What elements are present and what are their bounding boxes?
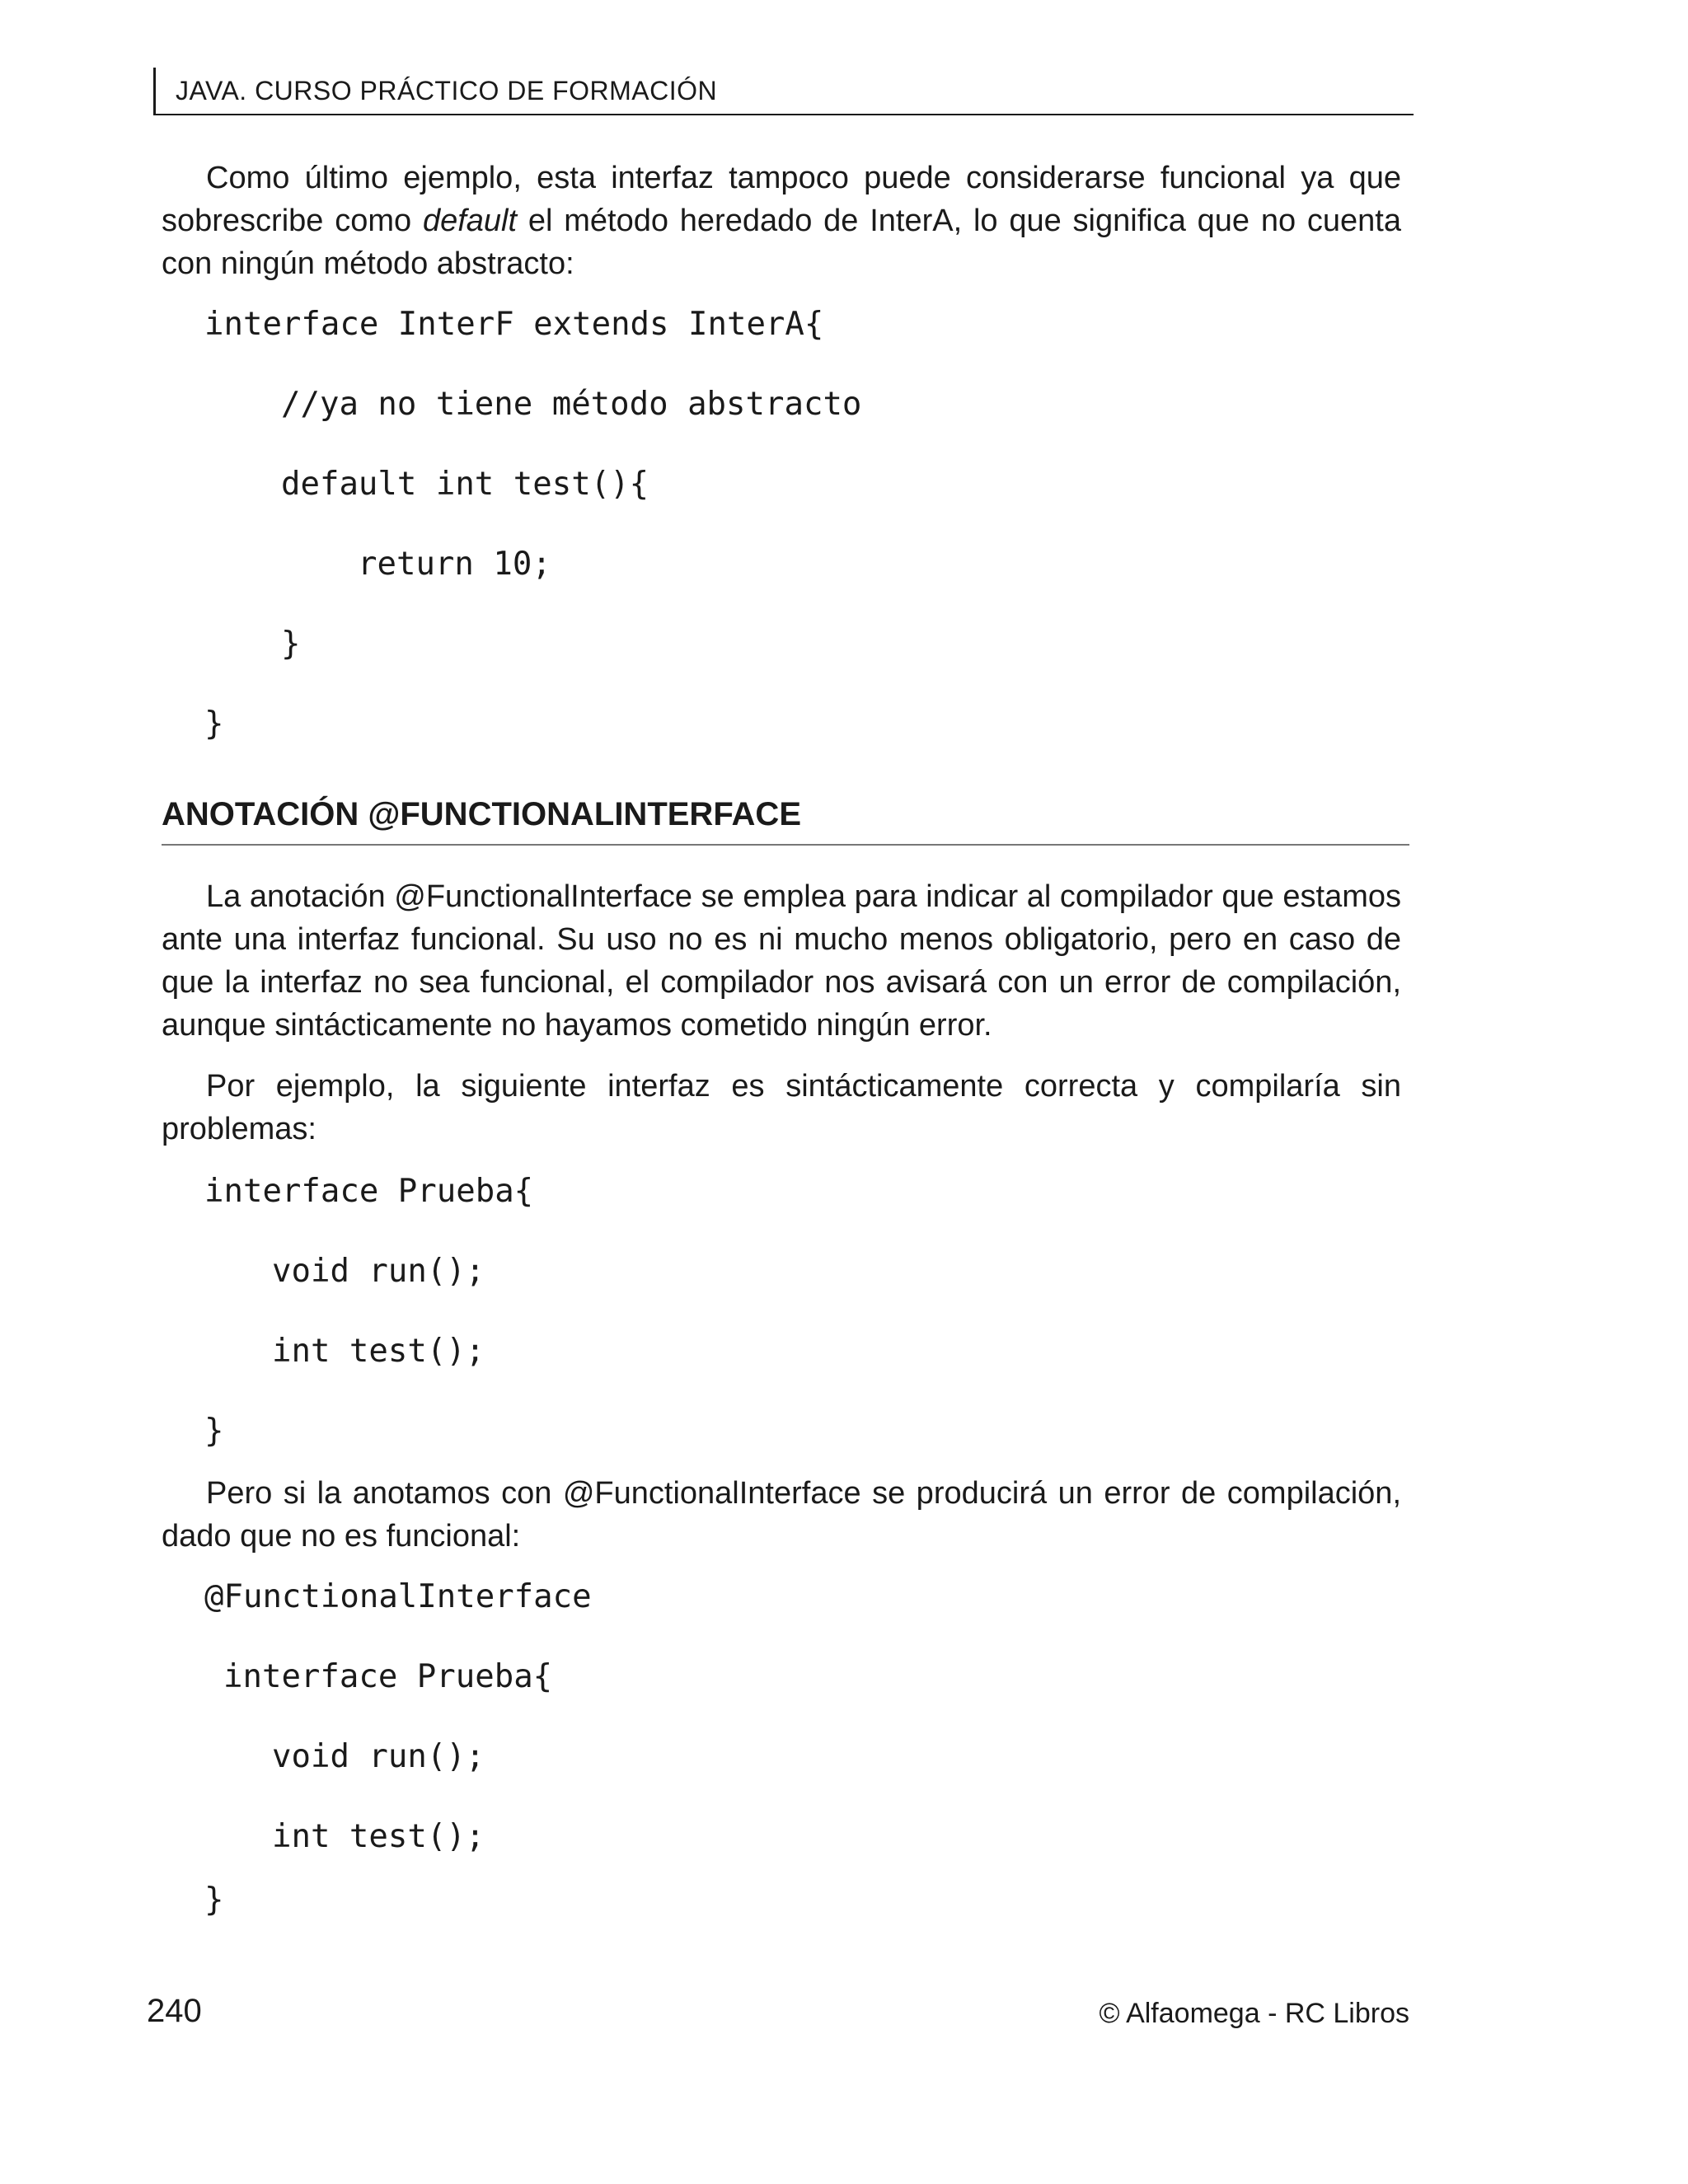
code-line: interface Prueba{ bbox=[223, 1658, 553, 1695]
running-header-title: JAVA. CURSO PRÁCTICO DE FORMACIÓN bbox=[176, 76, 718, 105]
code-line: } bbox=[281, 626, 301, 663]
code-line: void run(); bbox=[272, 1738, 485, 1775]
code-line: int test(); bbox=[272, 1333, 485, 1370]
intro-text-after: el método heredado de InterA, lo que significa que no cuenta con ningún método abstracto: bbox=[162, 204, 1401, 281]
code-line: int test(); bbox=[272, 1818, 485, 1855]
intro-emphasis: default bbox=[422, 204, 518, 238]
section-heading-title: ANOTACIÓN @FUNCTIONALINTERFACE bbox=[162, 796, 801, 832]
code-line: default int test(){ bbox=[281, 466, 649, 503]
running-header bbox=[153, 68, 1414, 115]
code-line: } bbox=[204, 705, 224, 743]
page-number: 240 bbox=[147, 1993, 202, 2029]
code-line: @FunctionalInterface bbox=[204, 1578, 592, 1615]
code-line: } bbox=[204, 1882, 224, 1919]
code-line: interface Prueba{ bbox=[204, 1173, 534, 1210]
intro-paragraph bbox=[162, 157, 1401, 285]
body-paragraph: Pero si la anotamos con @FunctionalInterface se producirá un error de compilación, dado que no es funcional: bbox=[162, 1476, 1401, 1554]
code-line: } bbox=[204, 1413, 224, 1450]
body-paragraph: Por ejemplo, la siguiente interfaz es sintácticamente correcta y compilaría sin problemas: bbox=[162, 1069, 1401, 1146]
code-line: interface InterF extends InterA{ bbox=[204, 306, 824, 343]
intro-text-before: Como último ejemplo, esta interfaz tampoco puede considerarse funcional ya que sobrescribe como bbox=[162, 161, 1401, 238]
section-heading bbox=[162, 794, 1409, 846]
copyright-notice: © Alfaomega - RC Libros bbox=[1099, 1998, 1409, 2029]
code-line: return 10; bbox=[358, 546, 551, 583]
body-paragraph: La anotación @FunctionalInterface se emplea para indicar al compilador que estamos ante una interfaz funcional. Su uso no es ni mucho menos obligatorio, pero en caso de que la interfaz no sea funcional, el compilador nos avisará con un error de compilación, aunque sintácticamente no hayamos cometido ningún error. bbox=[162, 879, 1401, 1043]
code-line: void run(); bbox=[272, 1253, 485, 1290]
code-line: //ya no tiene método abstracto bbox=[281, 386, 862, 423]
